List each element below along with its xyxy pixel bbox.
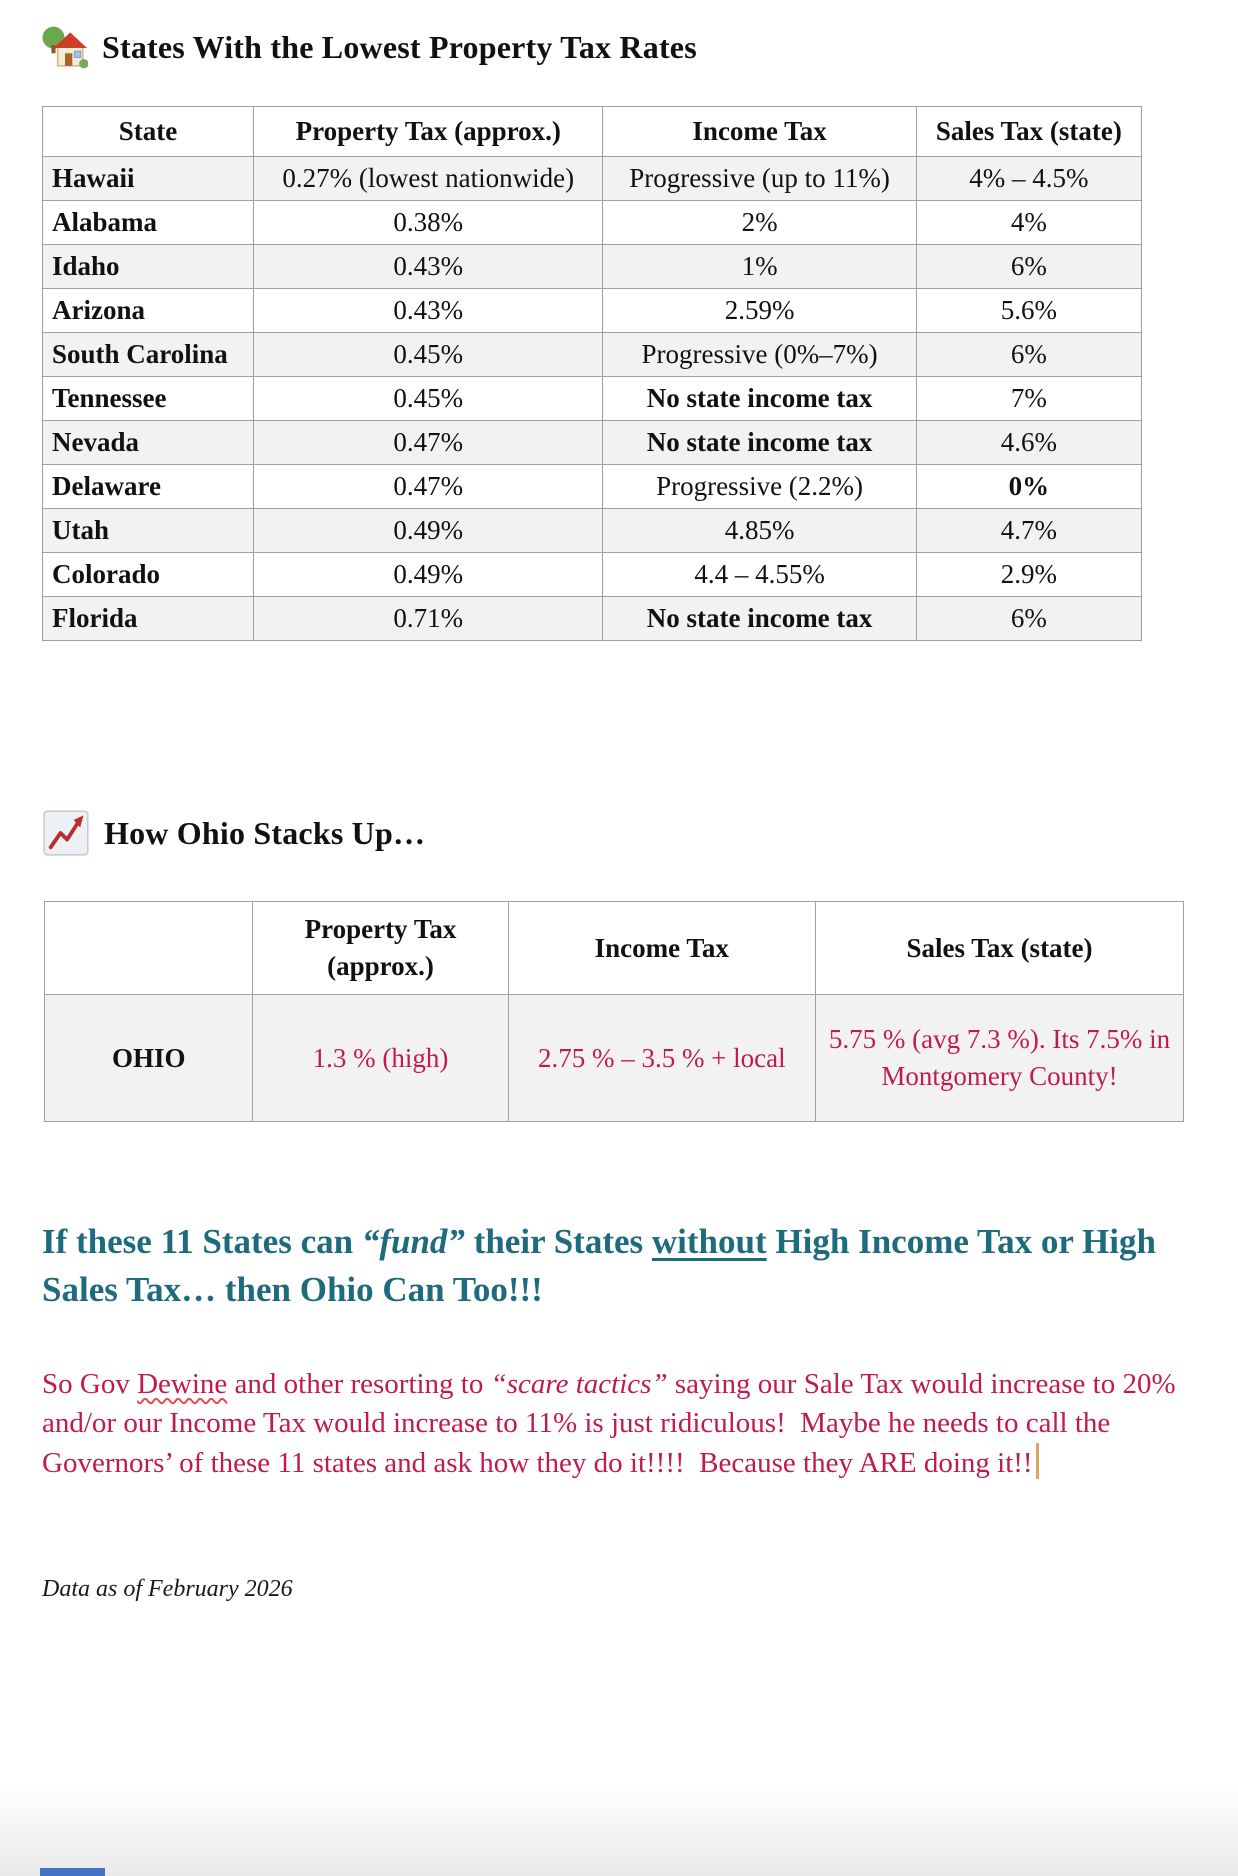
state-cell: Delaware: [43, 465, 254, 509]
value-cell: No state income tax: [603, 421, 916, 465]
ohio-table: [44, 901, 1184, 1122]
value-cell: 6%: [916, 333, 1141, 377]
ohio-col-header-sales-tax: Sales Tax (state): [816, 902, 1184, 995]
state-cell: Idaho: [43, 245, 254, 289]
section-title-ohio: [42, 809, 1238, 857]
value-cell: 0.49%: [254, 509, 603, 553]
table-row: [43, 597, 1142, 641]
value-cell: 4.6%: [916, 421, 1141, 465]
callout-heading: [42, 1218, 1162, 1315]
table-row: [43, 157, 1142, 201]
ohio-col-header-blank: [45, 902, 253, 995]
table-row: [43, 333, 1142, 377]
house-with-garden-icon: [42, 24, 88, 70]
page-bottom-fade: [0, 1784, 1238, 1876]
dewine-misspelled-word: Dewine: [137, 1367, 228, 1400]
scare-tactics-italic: “scare tactics”: [490, 1367, 668, 1400]
value-cell: Progressive (2.2%): [603, 465, 916, 509]
callout-fund-quoted: “fund”: [361, 1222, 465, 1261]
value-cell: 0.47%: [254, 465, 603, 509]
value-cell: 0.38%: [254, 201, 603, 245]
table-row: [43, 245, 1142, 289]
value-cell: 0.49%: [254, 553, 603, 597]
section-title-text: How Ohio Stacks Up…: [104, 814, 426, 851]
state-cell: Alabama: [43, 201, 254, 245]
table-row: [43, 289, 1142, 333]
state-cell: South Carolina: [43, 333, 254, 377]
document-page[interactable]: [0, 24, 1238, 1876]
value-cell: 4%: [916, 201, 1141, 245]
red-part2: and other resorting to: [227, 1367, 491, 1400]
value-cell: 0.47%: [254, 421, 603, 465]
state-cell: Nevada: [43, 421, 254, 465]
table-row: [43, 465, 1142, 509]
ohio-col-header-income-tax: Income Tax: [508, 902, 816, 995]
state-cell: Hawaii: [43, 157, 254, 201]
states-table: [42, 106, 1142, 641]
callout-part2: their States: [464, 1222, 652, 1261]
text-cursor: [1036, 1443, 1039, 1479]
ohio-income-cell: 2.75 % – 3.5 % + local: [508, 995, 816, 1122]
value-cell: Progressive (up to 11%): [603, 157, 916, 201]
value-cell: 2.59%: [603, 289, 916, 333]
warning-paragraph: [42, 1365, 1197, 1484]
value-cell: 2%: [603, 201, 916, 245]
value-cell: 0.27% (lowest nationwide): [254, 157, 603, 201]
value-cell: 6%: [916, 245, 1141, 289]
value-cell: 0.45%: [254, 333, 603, 377]
states-table-body: [43, 157, 1142, 641]
page-title: [42, 24, 1238, 70]
value-cell: 6%: [916, 597, 1141, 641]
value-cell: 0.43%: [254, 289, 603, 333]
col-header-state: State: [43, 107, 254, 157]
footer-note: Data as of February 2026: [42, 1575, 293, 1602]
value-cell: No state income tax: [603, 597, 916, 641]
table-row: [43, 377, 1142, 421]
state-cell: Utah: [43, 509, 254, 553]
states-table-header-row: [43, 107, 1142, 157]
value-cell: 2.9%: [916, 553, 1141, 597]
value-cell: 0%: [916, 465, 1141, 509]
callout-part3: High Income Tax or High Sales Tax… then Ohio Can Too!!!: [42, 1222, 1156, 1310]
value-cell: 7%: [916, 377, 1141, 421]
table-row: [43, 421, 1142, 465]
ohio-row: [45, 995, 1184, 1122]
table-row: [43, 553, 1142, 597]
ohio-state-cell: OHIO: [45, 995, 253, 1122]
callout-without-underlined: without: [651, 1222, 767, 1261]
ohio-sales-cell: 5.75 % (avg 7.3 %). Its 7.5% in Montgomery County!: [816, 995, 1184, 1122]
red-part1: So Gov: [42, 1367, 138, 1400]
red-part3: saying our Sale Tax would increase to 20% and/or our Income Tax would increase to 11% is just ridiculous! Maybe he needs to call the Governors’ of these 11 states and ask how they do it!!!! Because they ARE doing it!!: [42, 1367, 1183, 1480]
page-title-text: States With the Lowest Property Tax Rates: [102, 28, 697, 65]
state-cell: Tennessee: [43, 377, 254, 421]
callout-part1: If these 11 States can: [42, 1222, 362, 1261]
value-cell: 4.7%: [916, 509, 1141, 553]
value-cell: No state income tax: [603, 377, 916, 421]
state-cell: Florida: [43, 597, 254, 641]
chart-increasing-icon: [42, 809, 90, 857]
table-row: [43, 509, 1142, 553]
value-cell: 0.71%: [254, 597, 603, 641]
table-row: [43, 201, 1142, 245]
value-cell: 1%: [603, 245, 916, 289]
value-cell: 0.43%: [254, 245, 603, 289]
col-header-sales-tax: Sales Tax (state): [916, 107, 1141, 157]
value-cell: Progressive (0%–7%): [603, 333, 916, 377]
value-cell: 0.45%: [254, 377, 603, 421]
value-cell: 4% – 4.5%: [916, 157, 1141, 201]
ohio-table-header-row: [45, 902, 1184, 995]
state-cell: Colorado: [43, 553, 254, 597]
value-cell: 4.4 – 4.55%: [603, 553, 916, 597]
bottom-blue-bar: [40, 1868, 105, 1876]
col-header-property-tax: Property Tax (approx.): [254, 107, 603, 157]
value-cell: 5.6%: [916, 289, 1141, 333]
ohio-property-cell: 1.3 % (high): [253, 995, 508, 1122]
ohio-col-header-property-tax: Property Tax (approx.): [253, 902, 508, 995]
value-cell: 4.85%: [603, 509, 916, 553]
state-cell: Arizona: [43, 289, 254, 333]
col-header-income-tax: Income Tax: [603, 107, 916, 157]
